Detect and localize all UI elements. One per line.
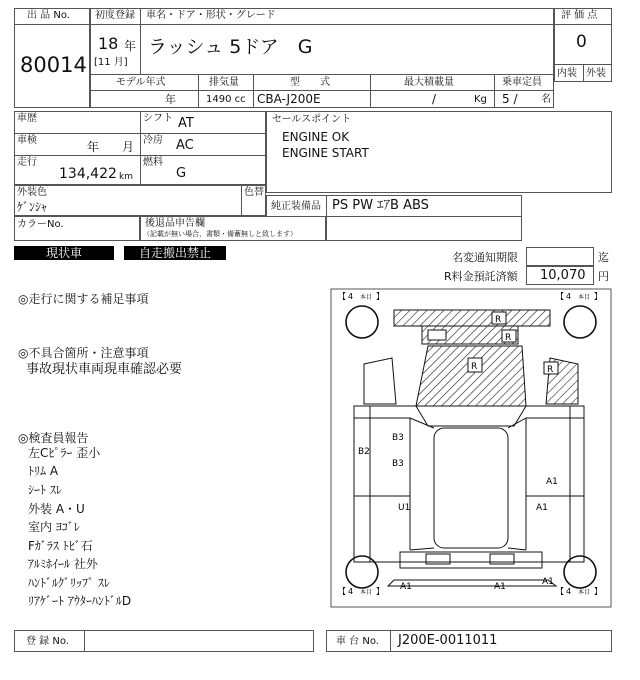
mark-b2: B2: [358, 447, 370, 457]
corner-label-br-num: 4: [566, 587, 572, 596]
inspector-item: 外装 A・U: [28, 502, 85, 516]
model-year-label: モデル年式: [116, 77, 166, 88]
svg-text:】: 】: [376, 292, 384, 301]
inspector-item: ﾊﾝﾄﾞﾙｸﾞﾘｯﾌﾟ ｽﾚ: [28, 576, 110, 590]
corner-label-br-word: 本目: [578, 589, 591, 596]
first-reg-label: 初度登録: [95, 10, 135, 21]
mark-a1-rear-right: A1: [542, 577, 554, 587]
mark-grille-r: R: [505, 333, 512, 343]
recycle-amount: 10,070: [540, 268, 586, 283]
history-label: 車歴: [17, 113, 37, 124]
aftermarket-label: 後退品申告欄: [145, 218, 205, 229]
interior-label: 内装: [557, 68, 577, 79]
color-no-label: カラーNo.: [17, 219, 64, 230]
recycle-unit: 円: [598, 270, 609, 283]
shift-label: シフト: [143, 113, 173, 124]
capacity-unit: 名: [541, 94, 551, 105]
type-label: 型 式: [290, 77, 330, 88]
load-value: /: [432, 92, 437, 106]
mileage-label: 走行: [17, 157, 37, 168]
corner-label-tr-word: 本目: [578, 294, 591, 301]
ac-label: 冷房: [143, 135, 163, 146]
mark-a1-right: A1: [546, 477, 558, 487]
front-bumper: [394, 310, 550, 326]
svg-text:【: 【: [338, 587, 346, 596]
capacity-label: 乗車定員: [502, 77, 542, 88]
equipment-label: 純正装備品: [271, 201, 321, 212]
svg-text:】: 】: [594, 292, 602, 301]
first-reg-year-unit: 年: [124, 39, 137, 53]
lot-no: 80014: [20, 53, 87, 77]
driving-notes-title: ◎走行に関する補足事項: [18, 292, 149, 306]
first-reg-month: [11 月]: [94, 57, 128, 68]
inspection-year: 年: [87, 140, 100, 154]
sales-point-1: ENGINE OK: [282, 130, 350, 144]
defect-notes-title: ◎不具合箇所・注意事項: [18, 346, 149, 360]
first-reg-year: 18: [98, 34, 119, 53]
inspector-item: ﾄﾘﾑ A: [28, 464, 59, 478]
svg-text:】: 】: [594, 587, 602, 596]
name-change-label: 名変通知期限: [452, 251, 518, 264]
mark-a1-rear-left: A1: [400, 582, 412, 592]
mark-u1: U1: [398, 503, 411, 513]
load-unit: Kg: [474, 94, 487, 105]
reg-no-label: 登 録 No.: [26, 636, 69, 647]
inspector-item: ｱﾙﾐﾎｲｰﾙ 社外: [28, 557, 98, 571]
svg-text:【: 【: [556, 292, 564, 301]
car-name: ラッシュ 5ドア G: [148, 36, 313, 58]
capacity: 5 /: [502, 92, 518, 106]
score-label: 評 価 点: [561, 10, 598, 21]
recycle-label: R料金預託済額: [444, 270, 518, 283]
exterior-color: ｹﾞﾝｼｬ: [17, 200, 48, 214]
type: CBA-J200E: [257, 92, 321, 106]
exterior-color-label: 外装色: [17, 187, 47, 198]
tire-front-right: [564, 306, 596, 338]
inspector-item: ｼｰﾄ ｽﾚ: [28, 483, 62, 497]
tire-front-left: [346, 306, 378, 338]
mark-a1-rear-center: A1: [494, 582, 506, 592]
car-name-label: 車名・ドア・形状・グレード: [146, 10, 276, 21]
color-change-label: 色替: [244, 187, 264, 198]
mark-b3: B3: [392, 433, 404, 443]
shift: AT: [178, 116, 194, 131]
corner-label-tl-word: 本目: [360, 294, 373, 301]
fuel: G: [176, 166, 187, 181]
car-damage-diagram: [330, 288, 612, 608]
mark-b3: B3: [392, 459, 404, 469]
aftermarket-note: （記載が無い場合、書類・備蓄無しと致します）: [143, 230, 297, 238]
svg-text:【: 【: [556, 587, 564, 596]
no-self-drive-badge: 自走搬出禁止: [124, 246, 226, 260]
inspector-item: 左Cﾋﾟﾗｰ 歪小: [28, 446, 101, 460]
name-change-field: [526, 247, 594, 266]
current-status-badge: 現状車: [14, 246, 114, 260]
equipment: PS PW ｴｱB ABS: [332, 198, 429, 213]
exterior-label: 外装: [586, 68, 606, 79]
inspector-report-title: ◎検査員報告: [18, 431, 89, 445]
corner-label-tr-num: 4: [566, 292, 572, 301]
displacement-label: 排気量: [209, 77, 239, 88]
mark-fender-r: R: [547, 365, 554, 375]
fuel-label: 燃料: [143, 157, 163, 168]
mark-front-bumper-r: R: [495, 315, 502, 325]
lot-no-label: 出 品 No.: [27, 10, 70, 21]
inspector-item: Fｶﾞﾗｽ ﾄﾋﾞ石: [28, 539, 93, 553]
defect-text: 事故現状車両現車確認必要: [26, 362, 183, 377]
mark-a1-right-door: A1: [536, 503, 548, 513]
corner-label-bl-word: 本目: [360, 589, 373, 596]
sales-point-2: ENGINE START: [282, 146, 369, 160]
aftermarket-extra-box: [326, 216, 522, 241]
name-change-unit: 迄: [598, 251, 609, 264]
inspection-month: 月: [122, 140, 135, 154]
displacement: 1490 cc: [206, 94, 246, 105]
corner-label-tl-num: 4: [348, 292, 354, 301]
chassis-label: 車 台 No.: [336, 636, 379, 647]
tire-rear-left: [346, 556, 378, 588]
inspector-item: 室内 ﾖｺﾞﾚ: [28, 520, 80, 534]
svg-text:】: 】: [376, 587, 384, 596]
inspection-label: 車検: [17, 135, 37, 146]
main-header-box: [90, 8, 554, 108]
score: 0: [576, 32, 587, 52]
mileage: 134,422: [59, 166, 117, 182]
mark-hood-r: R: [471, 362, 478, 372]
hood: [416, 346, 526, 406]
load-label: 最大積載量: [404, 77, 454, 88]
color-box: [14, 185, 266, 216]
tire-rear-right: [564, 556, 596, 588]
ac: AC: [176, 138, 194, 153]
mileage-unit: km: [119, 172, 133, 182]
sales-point-label: セールスポイント: [272, 114, 352, 125]
corner-label-bl-num: 4: [348, 587, 354, 596]
chassis-no: J200E-0011011: [398, 633, 498, 648]
corner-label-tl: 【: [338, 292, 346, 301]
inspector-item: ﾘｱｹﾞｰﾄ ｱｳﾀｰﾊﾝﾄﾞﾙD: [28, 594, 132, 608]
model-year-unit: 年: [165, 93, 176, 106]
